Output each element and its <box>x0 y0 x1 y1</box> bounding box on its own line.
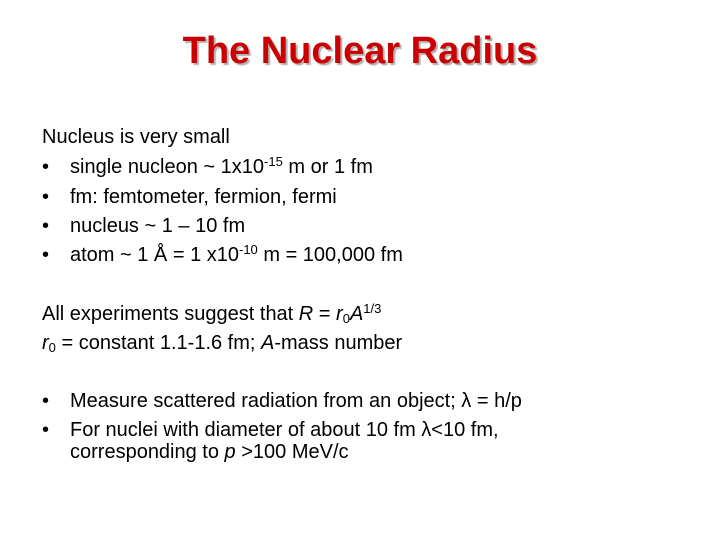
text: corresponding to <box>70 441 225 463</box>
text: = <box>313 303 337 325</box>
bullet-marker: • <box>42 215 50 237</box>
slide-title: The Nuclear Radius <box>182 30 538 72</box>
subscript: 0 <box>342 311 350 326</box>
exponent: -15 <box>264 154 283 169</box>
bullet-diameter: For nuclei with diameter of about 10 fm λ<10 fm, <box>70 419 499 441</box>
var-p: p <box>224 441 236 463</box>
text: atom ~ 1 Å = 1 x10 <box>70 244 239 266</box>
text: >100 MeV/c <box>235 441 349 463</box>
text: -mass number <box>274 332 403 354</box>
var-r: r <box>42 332 49 354</box>
constant-line <box>42 331 402 355</box>
bullet-diameter-cont <box>70 440 349 464</box>
bullet-marker: • <box>42 390 50 412</box>
exponent: 1/3 <box>363 301 382 316</box>
bullet-atom <box>70 243 403 267</box>
bullet-fm: fm: femtometer, fermion, fermi <box>70 186 337 208</box>
bullet-nucleus: nucleus ~ 1 – 10 fm <box>70 215 246 237</box>
text: single nucleon ~ 1x10 <box>70 156 265 178</box>
formula-line <box>42 302 381 326</box>
var-A: A <box>261 332 275 354</box>
bullet-marker: • <box>42 186 50 208</box>
var-r: r <box>336 303 343 325</box>
bullet-nucleon <box>70 155 373 179</box>
bullet-marker: • <box>42 244 50 266</box>
subscript: 0 <box>48 340 56 355</box>
bullet-marker: • <box>42 156 50 178</box>
exponent: -10 <box>239 242 258 257</box>
bullet-marker: • <box>42 419 50 441</box>
intro-text: Nucleus is very small <box>42 126 230 148</box>
text: m = 100,000 fm <box>257 244 403 266</box>
bullet-measure: Measure scattered radiation from an object; λ = h/p <box>70 390 522 412</box>
text: = constant 1.1-1.6 fm; <box>55 332 262 354</box>
text: m or 1 fm <box>282 156 373 178</box>
text: All experiments suggest that <box>42 303 299 325</box>
var-A: A <box>349 303 364 325</box>
var-R: R <box>298 303 314 325</box>
